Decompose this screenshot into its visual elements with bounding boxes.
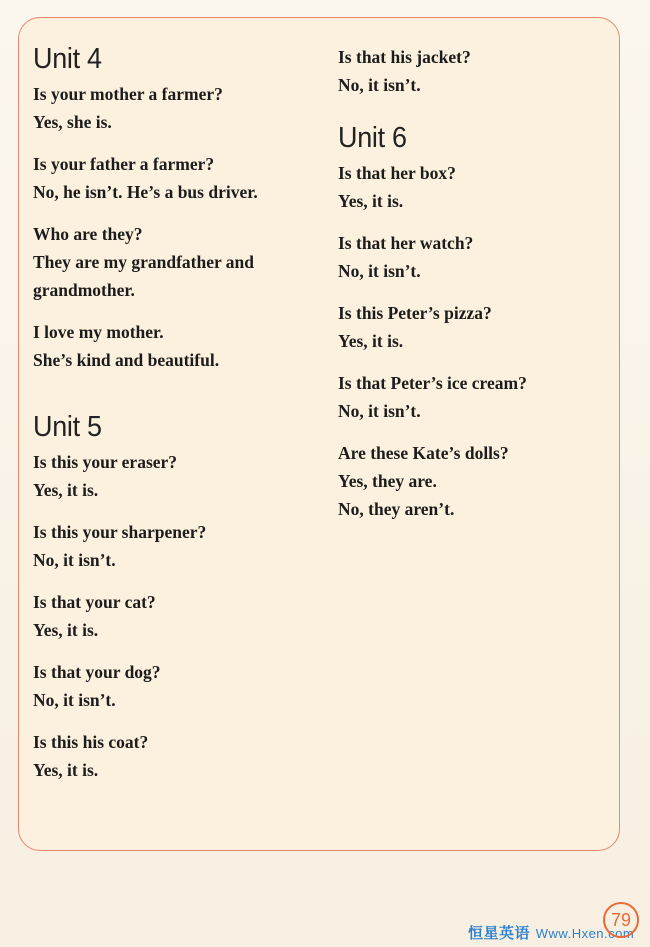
dialogue-line: Is this Peter’s pizza? xyxy=(338,303,492,323)
dialogue xyxy=(338,159,613,215)
dialogue xyxy=(33,448,318,504)
dialogue xyxy=(338,439,613,523)
dialogue-line: Yes, they are. xyxy=(338,471,437,491)
dialogue xyxy=(33,658,318,714)
dialogue-line: No, they aren’t. xyxy=(338,499,455,519)
right-column xyxy=(338,43,613,537)
dialogue xyxy=(33,80,318,136)
dialogue-line: Is that your cat? xyxy=(33,592,156,612)
dialogue-line: Is your father a farmer? xyxy=(33,154,215,174)
dialogue-line: I love my mother. xyxy=(33,322,164,342)
dialogue xyxy=(33,728,318,784)
dialogue-line: No, it isn’t. xyxy=(33,550,116,570)
unit-spacer xyxy=(338,113,613,121)
dialogue-line: Is this his coat? xyxy=(33,732,149,752)
dialogue xyxy=(338,299,613,355)
dialogue xyxy=(33,150,318,206)
dialogue-line: Who are they? xyxy=(33,224,143,244)
dialogue xyxy=(338,369,613,425)
dialogue-line: No, it isn’t. xyxy=(338,401,421,421)
unit-5-title: Unit 5 xyxy=(33,411,102,443)
dialogue xyxy=(33,220,318,304)
dialogue xyxy=(33,318,318,374)
brand-cn: 恒星英语 xyxy=(468,924,531,942)
dialogue xyxy=(338,229,613,285)
content-card xyxy=(18,17,620,851)
dialogue-line: No, it isn’t. xyxy=(33,690,116,710)
dialogue-line: Yes, it is. xyxy=(33,760,99,780)
dialogue-line: grandmother. xyxy=(33,280,135,300)
brand-url: Www.Hxen.com xyxy=(535,926,635,941)
dialogue-line: Yes, it is. xyxy=(33,620,99,640)
dialogue-line: Is that your dog? xyxy=(33,662,161,682)
dialogue-line: Is that Peter’s ice cream? xyxy=(338,373,527,393)
dialogue-line: Are these Kate’s dolls? xyxy=(338,443,509,463)
dialogue-line: Yes, it is. xyxy=(338,191,404,211)
unit-6-title: Unit 6 xyxy=(338,122,407,154)
dialogue-line: Yes, she is. xyxy=(33,112,112,132)
dialogue xyxy=(338,43,613,99)
dialogue-line: No, he isn’t. He’s a bus driver. xyxy=(33,182,258,202)
page-number: 79 xyxy=(603,902,639,938)
dialogue-line: Is this your eraser? xyxy=(33,452,178,472)
dialogue xyxy=(33,588,318,644)
dialogue-line: Is that his jacket? xyxy=(338,47,471,67)
dialogue-line: No, it isn’t. xyxy=(338,261,421,281)
dialogue-line: Is that her watch? xyxy=(338,233,474,253)
unit-spacer xyxy=(33,388,318,410)
dialogue-line: Yes, it is. xyxy=(33,480,99,500)
dialogue-line: Is your mother a farmer? xyxy=(33,84,223,104)
dialogue xyxy=(33,518,318,574)
dialogue-line: Is that her box? xyxy=(338,163,456,183)
dialogue-line: They are my grandfather and xyxy=(33,252,255,272)
dialogue-line: She’s kind and beautiful. xyxy=(33,350,220,370)
dialogue-line: No, it isn’t. xyxy=(338,75,421,95)
dialogue-line: Is this your sharpener? xyxy=(33,522,207,542)
dialogue-line: Yes, it is. xyxy=(338,331,404,351)
unit-4-title: Unit 4 xyxy=(33,43,102,75)
left-column xyxy=(33,42,318,798)
